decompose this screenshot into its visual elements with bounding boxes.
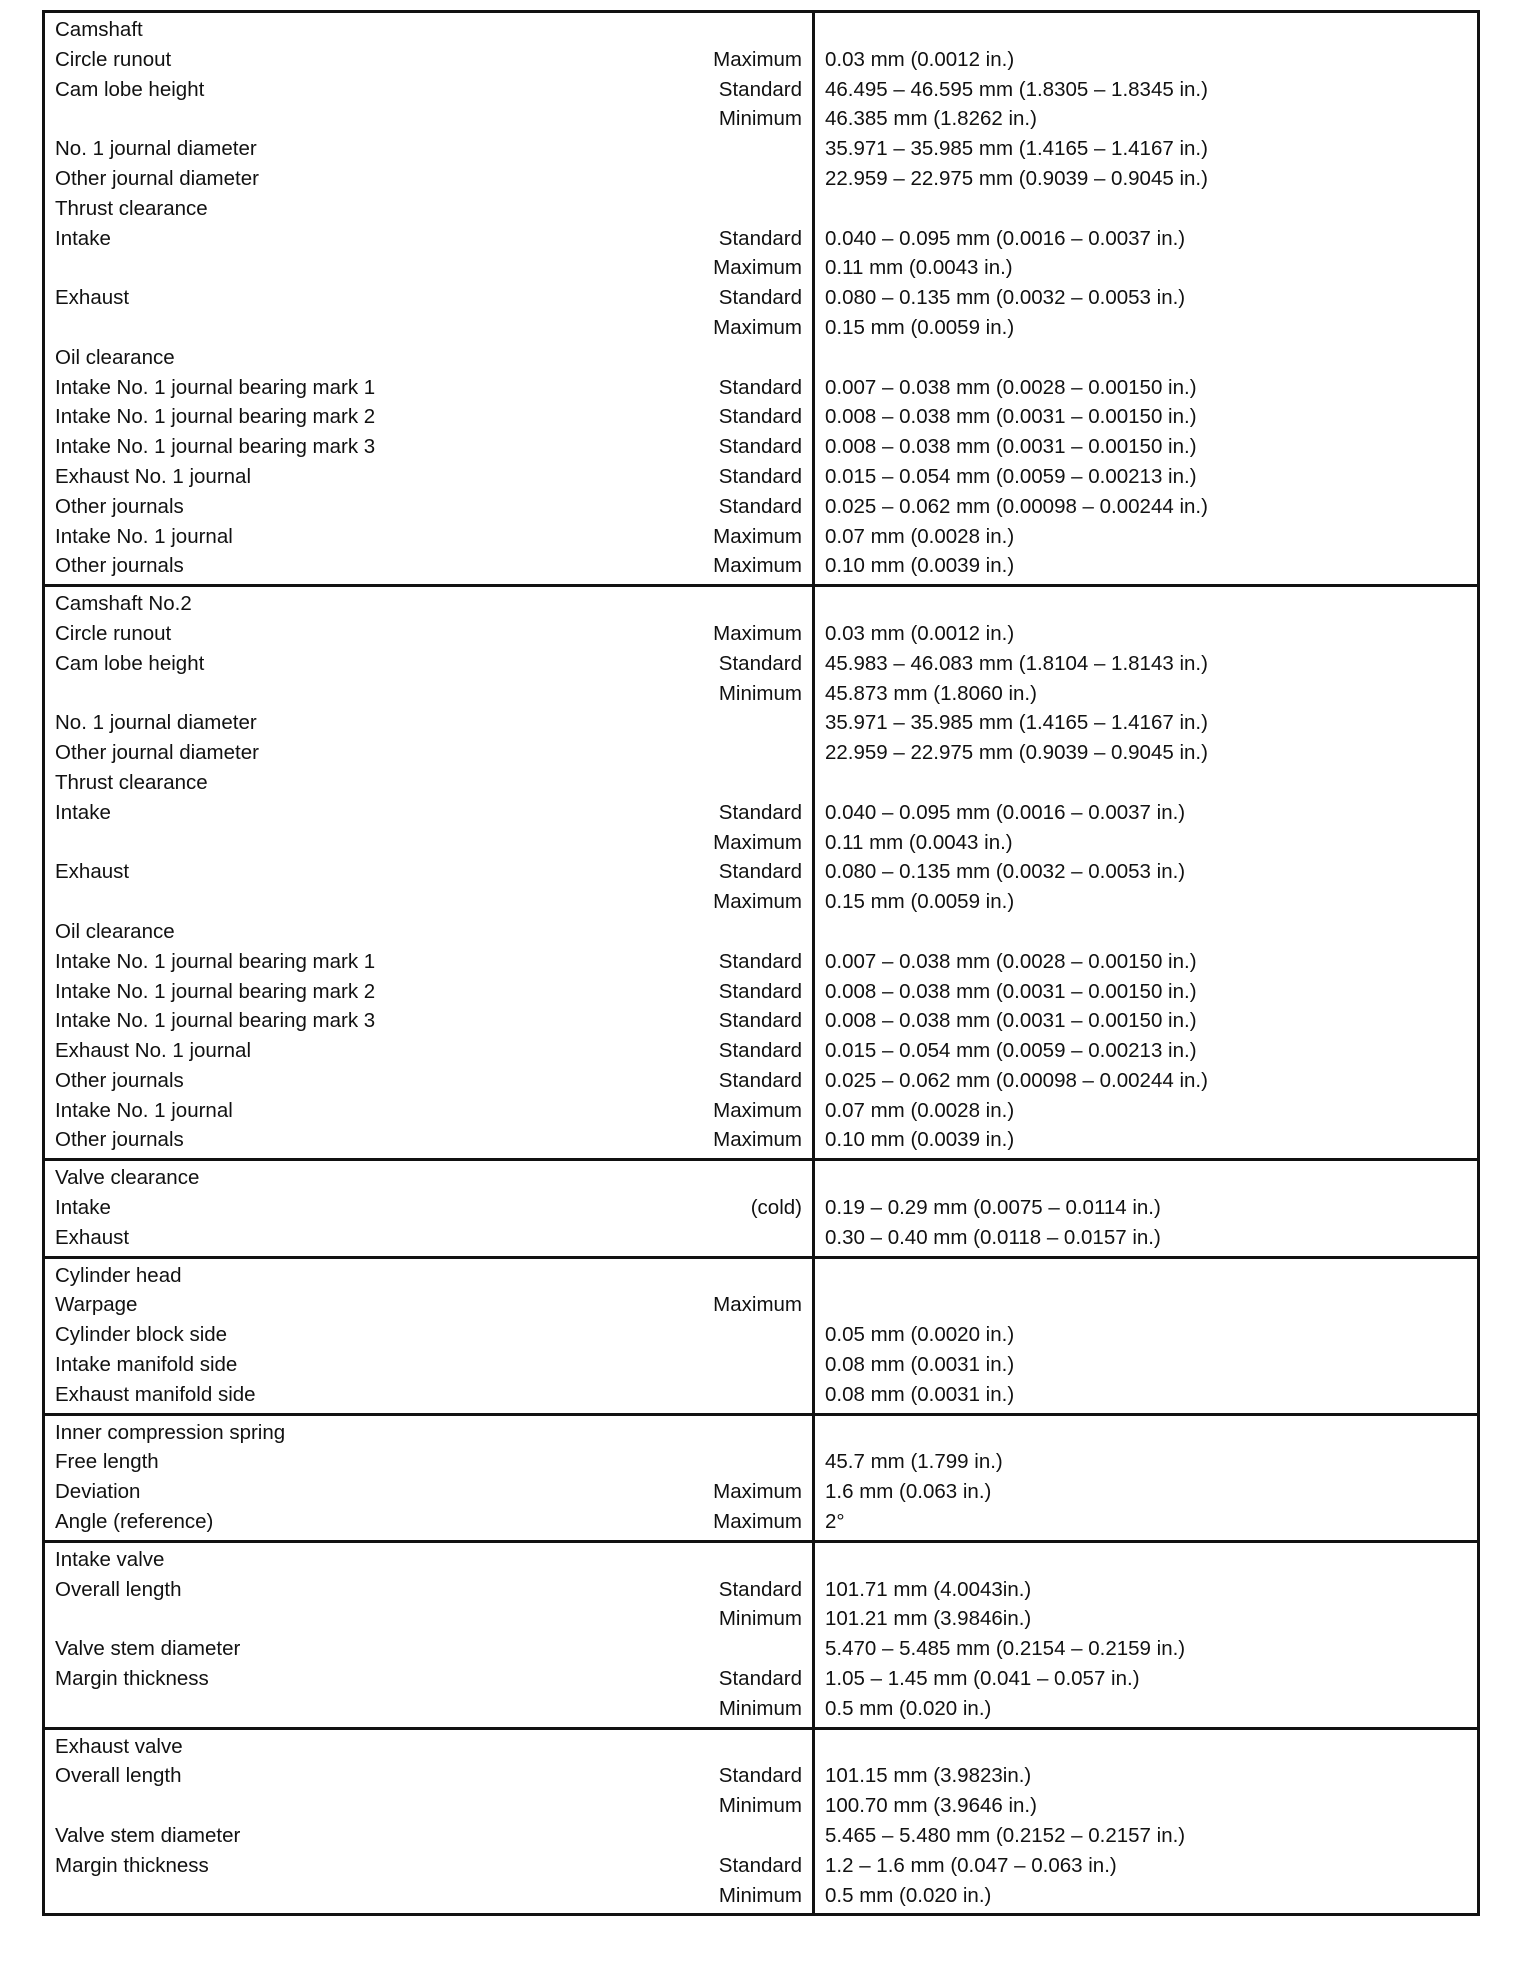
- spec-row: [44, 1320, 1479, 1350]
- spec-qualifier: [684, 768, 814, 798]
- spec-label: Valve stem diameter: [55, 1637, 241, 1661]
- spec-value: 0.007 – 0.038 mm (0.0028 – 0.00150 in.): [814, 373, 1479, 403]
- spec-value: 0.07 mm (0.0028 in.): [814, 1096, 1479, 1126]
- spec-label: Other journal diameter: [55, 166, 259, 190]
- spec-value: 0.15 mm (0.0059 in.): [814, 887, 1479, 917]
- spec-label: Circle runout: [55, 621, 172, 645]
- section-heading-row: [44, 12, 1479, 45]
- spec-value: 0.07 mm (0.0028 in.): [814, 522, 1479, 552]
- spec-label: Overall length: [55, 1764, 182, 1788]
- spec-value: 0.5 mm (0.020 in.): [814, 1881, 1479, 1915]
- spec-value: 101.21 mm (3.9846in.): [814, 1604, 1479, 1634]
- spec-qualifier: Maximum: [713, 47, 802, 71]
- spec-label: Thrust clearance: [55, 196, 208, 220]
- spec-label: [44, 1791, 684, 1821]
- spec-label: Overall length: [55, 1577, 182, 1601]
- spec-label: Margin thickness: [55, 1853, 209, 1877]
- spec-value: 0.040 – 0.095 mm (0.0016 – 0.0037 in.): [814, 798, 1479, 828]
- spec-value: 1.05 – 1.45 mm (0.041 – 0.057 in.): [814, 1664, 1479, 1694]
- spec-label: [44, 679, 684, 709]
- spec-label: Other journals: [44, 551, 684, 585]
- spec-row: [44, 134, 1479, 164]
- spec-row: [44, 283, 1479, 313]
- spec-qualifier: Maximum: [713, 1293, 802, 1317]
- spec-qualifier: Maximum: [684, 1125, 814, 1159]
- spec-value: 101.15 mm (3.9823in.): [814, 1761, 1479, 1791]
- spec-label: Intake No. 1 journal bearing mark 2: [55, 979, 376, 1003]
- spec-value: 0.5 mm (0.020 in.): [814, 1694, 1479, 1728]
- spec-row: [44, 768, 1479, 798]
- spec-value: [814, 1728, 1479, 1761]
- spec-row: [44, 45, 1479, 75]
- spec-value: 2°: [814, 1507, 1479, 1541]
- spec-label: Intake: [55, 1196, 111, 1220]
- spec-value: [814, 1160, 1479, 1193]
- spec-row: [44, 1006, 1479, 1036]
- spec-value: 0.10 mm (0.0039 in.): [814, 551, 1479, 585]
- spec-qualifier: Standard: [718, 77, 802, 101]
- spec-label: [44, 313, 684, 343]
- spec-qualifier: [684, 1350, 814, 1380]
- spec-qualifier: Standard: [718, 1009, 802, 1033]
- spec-value: 0.08 mm (0.0031 in.): [814, 1350, 1479, 1380]
- spec-value: 0.05 mm (0.0020 in.): [814, 1320, 1479, 1350]
- spec-value: 0.025 – 0.062 mm (0.00098 – 0.00244 in.): [814, 1066, 1479, 1096]
- spec-label: [44, 1881, 684, 1915]
- spec-label: Other journal diameter: [55, 741, 259, 765]
- spec-row: [44, 373, 1479, 403]
- spec-row: [44, 1575, 1479, 1605]
- spec-qualifier: [684, 1414, 814, 1447]
- spec-value: 0.008 – 0.038 mm (0.0031 – 0.00150 in.): [814, 432, 1479, 462]
- spec-qualifier: [684, 1447, 814, 1477]
- spec-value: 0.11 mm (0.0043 in.): [814, 828, 1479, 858]
- spec-qualifier: Standard: [718, 651, 802, 675]
- spec-row: [44, 313, 1479, 343]
- spec-label: Warpage: [55, 1293, 138, 1317]
- section-title: Cylinder head: [55, 1263, 182, 1287]
- spec-row: [44, 1223, 1479, 1257]
- spec-qualifier: [684, 586, 814, 619]
- spec-row: [44, 1096, 1479, 1126]
- spec-row: [44, 1851, 1479, 1881]
- spec-label: Cylinder block side: [55, 1323, 228, 1347]
- spec-value: 1.6 mm (0.063 in.): [814, 1477, 1479, 1507]
- spec-row: [44, 828, 1479, 858]
- spec-page: [42, 10, 1480, 1916]
- spec-value: 0.008 – 0.038 mm (0.0031 – 0.00150 in.): [814, 402, 1479, 432]
- spec-qualifier: [684, 164, 814, 194]
- spec-value: 35.971 – 35.985 mm (1.4165 – 1.4167 in.): [814, 708, 1479, 738]
- spec-qualifier: Minimum: [718, 107, 802, 131]
- spec-row: [44, 1477, 1479, 1507]
- spec-row: [44, 104, 1479, 134]
- spec-qualifier: Standard: [718, 800, 802, 824]
- spec-row: [44, 887, 1479, 917]
- spec-label: Exhaust manifold side: [44, 1380, 684, 1414]
- section-title: Exhaust valve: [55, 1734, 183, 1758]
- spec-label: [44, 253, 684, 283]
- spec-qualifier: Standard: [718, 494, 802, 518]
- spec-row: [44, 708, 1479, 738]
- spec-qualifier: Minimum: [718, 1794, 802, 1818]
- spec-value: 0.040 – 0.095 mm (0.0016 – 0.0037 in.): [814, 224, 1479, 254]
- spec-value: 5.465 – 5.480 mm (0.2152 – 0.2157 in.): [814, 1821, 1479, 1851]
- spec-label: No. 1 journal diameter: [55, 711, 257, 735]
- spec-value: 0.025 – 0.062 mm (0.00098 – 0.00244 in.): [814, 492, 1479, 522]
- spec-qualifier: Standard: [718, 405, 802, 429]
- spec-label: Intake No. 1 journal bearing mark 1: [55, 375, 376, 399]
- section-title: Inner compression spring: [55, 1420, 286, 1444]
- spec-row: [44, 917, 1479, 947]
- spec-value: 0.03 mm (0.0012 in.): [814, 619, 1479, 649]
- spec-label: [44, 1694, 684, 1728]
- spec-label: Intake: [55, 800, 111, 824]
- section-heading-row: [44, 1414, 1479, 1447]
- spec-row: [44, 798, 1479, 828]
- spec-value: 0.008 – 0.038 mm (0.0031 – 0.00150 in.): [814, 1006, 1479, 1036]
- spec-qualifier: Standard: [718, 1764, 802, 1788]
- spec-qualifier: Maximum: [713, 830, 802, 854]
- spec-row: [44, 1066, 1479, 1096]
- spec-qualifier: Standard: [718, 1039, 802, 1063]
- spec-qualifier: Standard: [718, 226, 802, 250]
- spec-label: Valve stem diameter: [55, 1824, 241, 1848]
- spec-qualifier: [684, 1257, 814, 1290]
- section-heading-row: [44, 1160, 1479, 1193]
- spec-qualifier: Minimum: [718, 1607, 802, 1631]
- spec-row: [44, 462, 1479, 492]
- spec-qualifier: Minimum: [684, 1881, 814, 1915]
- spec-row: [44, 1290, 1479, 1320]
- spec-value: 22.959 – 22.975 mm (0.9039 – 0.9045 in.): [814, 738, 1479, 768]
- spec-value: 35.971 – 35.985 mm (1.4165 – 1.4167 in.): [814, 134, 1479, 164]
- spec-row: [44, 1125, 1479, 1159]
- spec-row: [44, 1761, 1479, 1791]
- spec-value: 46.385 mm (1.8262 in.): [814, 104, 1479, 134]
- spec-qualifier: [684, 343, 814, 373]
- spec-value: 0.080 – 0.135 mm (0.0032 – 0.0053 in.): [814, 283, 1479, 313]
- spec-label: Oil clearance: [55, 345, 175, 369]
- spec-qualifier: [684, 1223, 814, 1257]
- spec-row: [44, 432, 1479, 462]
- spec-row: [44, 522, 1479, 552]
- spec-row: [44, 551, 1479, 585]
- spec-qualifier: Standard: [718, 1667, 802, 1691]
- spec-label: Deviation: [55, 1480, 141, 1504]
- spec-row: [44, 619, 1479, 649]
- spec-qualifier: [684, 917, 814, 947]
- spec-label: Oil clearance: [55, 919, 175, 943]
- spec-table-body: [44, 12, 1479, 1915]
- spec-row: [44, 1350, 1479, 1380]
- spec-row: [44, 1036, 1479, 1066]
- spec-label: Intake: [55, 226, 111, 250]
- spec-value: 45.873 mm (1.8060 in.): [814, 679, 1479, 709]
- spec-value: [814, 768, 1479, 798]
- spec-value: [814, 1414, 1479, 1447]
- spec-label: Exhaust No. 1 journal: [55, 464, 252, 488]
- spec-value: 0.080 – 0.135 mm (0.0032 – 0.0053 in.): [814, 857, 1479, 887]
- spec-label: [44, 1604, 684, 1634]
- spec-row: [44, 947, 1479, 977]
- section-title: Valve clearance: [55, 1166, 200, 1190]
- spec-value: [814, 1290, 1479, 1320]
- spec-value: 1.2 – 1.6 mm (0.047 – 0.063 in.): [814, 1851, 1479, 1881]
- section-title: Camshaft: [55, 18, 143, 41]
- spec-label: Intake No. 1 journal bearing mark 3: [55, 435, 376, 459]
- spec-qualifier: Standard: [718, 464, 802, 488]
- spec-qualifier: Standard: [718, 979, 802, 1003]
- spec-row: [44, 492, 1479, 522]
- spec-value: 0.19 – 0.29 mm (0.0075 – 0.0114 in.): [814, 1193, 1479, 1223]
- spec-value: 45.7 mm (1.799 in.): [814, 1447, 1479, 1477]
- spec-qualifier: Standard: [718, 949, 802, 973]
- spec-qualifier: [684, 1821, 814, 1851]
- spec-label: Intake No. 1 journal bearing mark 2: [55, 405, 376, 429]
- spec-qualifier: Maximum: [684, 1507, 814, 1541]
- spec-value: [814, 917, 1479, 947]
- spec-qualifier: (cold): [750, 1196, 802, 1220]
- spec-qualifier: Standard: [718, 1577, 802, 1601]
- spec-label: Other journals: [44, 1125, 684, 1159]
- spec-label: Intake No. 1 journal: [55, 524, 233, 548]
- spec-row: [44, 224, 1479, 254]
- spec-label: Exhaust: [44, 1223, 684, 1257]
- spec-row: [44, 1447, 1479, 1477]
- spec-value: 0.008 – 0.038 mm (0.0031 – 0.00150 in.): [814, 977, 1479, 1007]
- spec-label: Other journals: [55, 1068, 184, 1092]
- spec-value: 100.70 mm (3.9646 in.): [814, 1791, 1479, 1821]
- spec-label: [44, 887, 684, 917]
- spec-label: [44, 828, 684, 858]
- spec-row: [44, 253, 1479, 283]
- spec-qualifier: Maximum: [713, 256, 802, 280]
- spec-qualifier: [684, 194, 814, 224]
- spec-row: [44, 1664, 1479, 1694]
- spec-value: 0.30 – 0.40 mm (0.0118 – 0.0157 in.): [814, 1223, 1479, 1257]
- spec-row: [44, 1193, 1479, 1223]
- section-heading-row: [44, 1728, 1479, 1761]
- spec-value: [814, 586, 1479, 619]
- spec-value: 45.983 – 46.083 mm (1.8104 – 1.8143 in.): [814, 649, 1479, 679]
- spec-row: [44, 164, 1479, 194]
- spec-qualifier: Minimum: [684, 1694, 814, 1728]
- spec-row: [44, 1694, 1479, 1728]
- spec-value: [814, 194, 1479, 224]
- spec-row: [44, 649, 1479, 679]
- spec-value: 0.015 – 0.054 mm (0.0059 – 0.00213 in.): [814, 1036, 1479, 1066]
- spec-qualifier: Standard: [718, 860, 802, 884]
- spec-value: 0.015 – 0.054 mm (0.0059 – 0.00213 in.): [814, 462, 1479, 492]
- spec-value: [814, 1541, 1479, 1574]
- spec-value: 0.10 mm (0.0039 in.): [814, 1125, 1479, 1159]
- spec-row: [44, 75, 1479, 105]
- spec-qualifier: [684, 1634, 814, 1664]
- spec-value: 46.495 – 46.595 mm (1.8305 – 1.8345 in.): [814, 75, 1479, 105]
- spec-value: [814, 12, 1479, 45]
- spec-row: [44, 857, 1479, 887]
- spec-value: 101.71 mm (4.0043in.): [814, 1575, 1479, 1605]
- spec-qualifier: Standard: [718, 286, 802, 310]
- spec-row: [44, 194, 1479, 224]
- spec-qualifier: Standard: [718, 435, 802, 459]
- spec-qualifier: Maximum: [713, 1098, 802, 1122]
- spec-label: Free length: [55, 1450, 159, 1474]
- spec-qualifier: [684, 1541, 814, 1574]
- spec-row: [44, 343, 1479, 373]
- spec-label: Cam lobe height: [55, 77, 205, 101]
- spec-row: [44, 402, 1479, 432]
- spec-qualifier: Standard: [718, 375, 802, 399]
- spec-label: Circle runout: [55, 47, 172, 71]
- spec-row: [44, 1507, 1479, 1541]
- spec-label: Intake No. 1 journal bearing mark 1: [55, 949, 376, 973]
- spec-row: [44, 738, 1479, 768]
- spec-value: 5.470 – 5.485 mm (0.2154 – 0.2159 in.): [814, 1634, 1479, 1664]
- spec-qualifier: Maximum: [713, 621, 802, 645]
- spec-table: [42, 10, 1480, 1916]
- spec-label: Other journals: [55, 494, 184, 518]
- spec-label: Exhaust: [55, 860, 130, 884]
- spec-qualifier: Standard: [718, 1853, 802, 1877]
- spec-value: [814, 343, 1479, 373]
- spec-value: 0.007 – 0.038 mm (0.0028 – 0.00150 in.): [814, 947, 1479, 977]
- spec-value: 0.08 mm (0.0031 in.): [814, 1380, 1479, 1414]
- spec-row: [44, 1604, 1479, 1634]
- spec-label: Intake No. 1 journal: [55, 1098, 233, 1122]
- spec-qualifier: [684, 134, 814, 164]
- section-heading-row: [44, 1257, 1479, 1290]
- spec-qualifier: [684, 708, 814, 738]
- spec-qualifier: Maximum: [713, 890, 802, 914]
- spec-row: [44, 977, 1479, 1007]
- spec-label: Thrust clearance: [55, 770, 208, 794]
- spec-label: Intake manifold side: [55, 1353, 238, 1377]
- spec-qualifier: [684, 1160, 814, 1193]
- spec-qualifier: [684, 1380, 814, 1414]
- spec-label: Margin thickness: [55, 1667, 209, 1691]
- spec-row: [44, 1881, 1479, 1915]
- spec-qualifier: Standard: [718, 1068, 802, 1092]
- spec-value: 22.959 – 22.975 mm (0.9039 – 0.9045 in.): [814, 164, 1479, 194]
- spec-label: Angle (reference): [44, 1507, 684, 1541]
- spec-label: Exhaust No. 1 journal: [55, 1039, 252, 1063]
- spec-qualifier: [684, 1728, 814, 1761]
- spec-value: 0.11 mm (0.0043 in.): [814, 253, 1479, 283]
- spec-row: [44, 679, 1479, 709]
- spec-value: [814, 1257, 1479, 1290]
- spec-row: [44, 1634, 1479, 1664]
- spec-qualifier: [684, 1320, 814, 1350]
- spec-label: No. 1 journal diameter: [55, 137, 257, 161]
- spec-label: Cam lobe height: [55, 651, 205, 675]
- section-heading-row: [44, 586, 1479, 619]
- spec-row: [44, 1821, 1479, 1851]
- spec-row: [44, 1380, 1479, 1414]
- spec-value: 0.15 mm (0.0059 in.): [814, 313, 1479, 343]
- spec-label: Exhaust: [55, 286, 130, 310]
- spec-qualifier: [684, 738, 814, 768]
- spec-qualifier: Minimum: [718, 681, 802, 705]
- spec-label: [44, 104, 684, 134]
- spec-qualifier: Maximum: [713, 524, 802, 548]
- section-title: Intake valve: [55, 1547, 165, 1571]
- spec-qualifier: Maximum: [713, 315, 802, 339]
- spec-row: [44, 1791, 1479, 1821]
- spec-value: 0.03 mm (0.0012 in.): [814, 45, 1479, 75]
- section-heading-row: [44, 1541, 1479, 1574]
- spec-label: Intake No. 1 journal bearing mark 3: [55, 1009, 376, 1033]
- spec-qualifier: Maximum: [713, 1480, 802, 1504]
- spec-qualifier: [684, 12, 814, 45]
- spec-qualifier: Maximum: [684, 551, 814, 585]
- section-title: Camshaft No.2: [55, 592, 192, 616]
